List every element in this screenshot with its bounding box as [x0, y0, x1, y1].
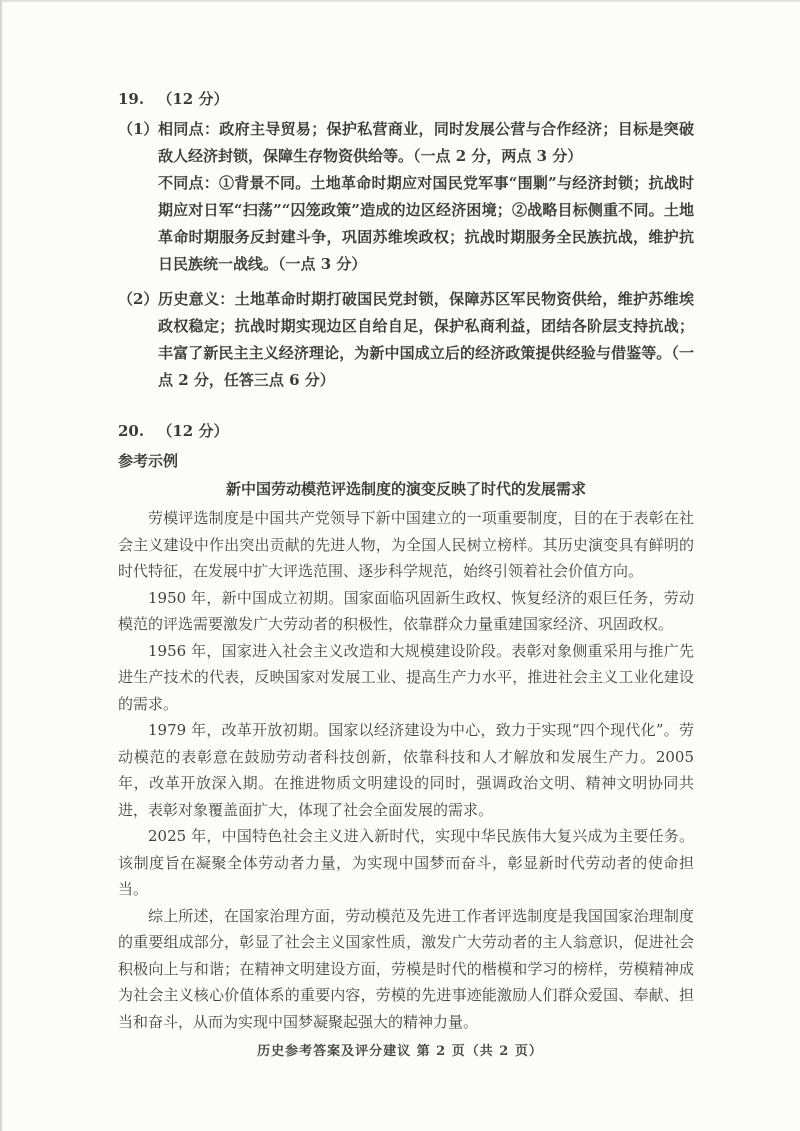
part-2-text: 历史意义：土地革命时期打破国民党封锁，保障苏区军民物资供给，维护苏维埃政权稳定；抗战时期实现边区自给自足，保护私商利益，团结各阶层支持抗战；丰富了新民主主义经济理论，为新中国成立后的经济政策提供经验与借鉴等。（一点 2 分，任答三点 6 分）	[158, 290, 694, 389]
question-19-header	[118, 86, 694, 113]
part-2-label: （2）	[118, 290, 159, 308]
part-1-label: （1）	[118, 120, 159, 138]
page-content	[118, 86, 694, 1035]
essay-paragraph: 1979 年，改革开放初期。国家以经济建设为中心，致力于实现“四个现代化”。劳动模范的表彰意在鼓励劳动者科技创新，依靠科技和人才解放和发展生产力。2005 年，改革开放深入期。在推进物质文明建设的同时，强调政治文明、精神文明协同共进，表彰对象覆盖面扩大，体现了社会全面发展的需求。	[118, 721, 694, 819]
essay-paragraph: 1950 年，新中国成立初期。国家面临巩固新生政权、恢复经济的艰巨任务，劳动模范的评选需要激发广大劳动者的积极性，依靠群众力量重建国家经济、巩固政权。	[118, 588, 694, 633]
part-1-diff-points: 不同点：①背景不同。土地革命时期应对国民党军事“围剿”与经济封锁；抗战时期应对日军“扫荡”“囚笼政策”造成的边区经济困境；②战略目标侧重不同。土地革命时期服务反封建斗争，巩固苏维埃政权；抗战时期服务全民族抗战，维护抗日民族统一战线。（一点 3 分）	[158, 174, 694, 273]
essay-paragraph: 1956 年，国家进入社会主义改造和大规模建设阶段。表彰对象侧重采用与推广先进生产技术的代表，反映国家对发展工业、提高生产力水平，推进社会主义工业化建设的需求。	[118, 641, 694, 713]
page-footer: 历史参考答案及评分建议 第 2 页（共 2 页）	[257, 1044, 543, 1059]
part-1-body	[158, 116, 694, 278]
essay-paragraph: 综上所述，在国家治理方面，劳动模范及先进工作者评选制度是我国国家治理制度的重要组成部分，彰显了社会主义国家性质，激发广大劳动者的主人翁意识，促进社会积极向上与和谐；在精神文明建设方面，劳模是时代的楷模和学习的榜样，劳模精神成为社会主义核心价值体系的重要内容，劳模的先进事迹能激励人们群众爱国、奉献、担当和奋斗，从而为实现中国梦凝聚起强大的精神力量。	[118, 906, 694, 1031]
essay-paragraph: 劳模评选制度是中国共产党领导下新中国建立的一项重要制度，目的在于表彰在社会主义建设中作出突出贡献的先进人物，为全国人民树立榜样。其历史演变具有鲜明的时代特征，在发展中扩大评选范围、逐步科学规范，始终引领着社会价值方向。	[118, 509, 694, 580]
question-20-score: （12 分）	[157, 422, 229, 440]
reference-example-label: 参考示例	[118, 452, 179, 470]
question-19	[118, 86, 694, 394]
question-20	[118, 418, 694, 1035]
question-19-score: （12 分）	[157, 90, 229, 108]
question-19-number: 19.	[118, 90, 145, 108]
essay-title: 新中国劳动模范评选制度的演变反映了时代的发展需求	[225, 480, 586, 498]
question-20-header	[118, 418, 694, 445]
question-19-part-1	[118, 116, 694, 278]
essay-body	[118, 505, 694, 1035]
question-20-number: 20.	[118, 422, 145, 440]
question-19-part-2	[118, 286, 694, 394]
essay-paragraph: 2025 年，中国特色社会主义进入新时代，实现中华民族伟大复兴成为主要任务。该制度旨在凝聚全体劳动者力量，为实现中国梦而奋斗，彰显新时代劳动者的使命担当。	[118, 827, 694, 898]
part-1-same-points: 相同点：政府主导贸易；保护私营商业，同时发展公营与合作经济；目标是突破敌人经济封锁，保障生存物资供给等。（一点 2 分，两点 3 分）	[158, 120, 694, 165]
part-2-body	[158, 286, 694, 394]
